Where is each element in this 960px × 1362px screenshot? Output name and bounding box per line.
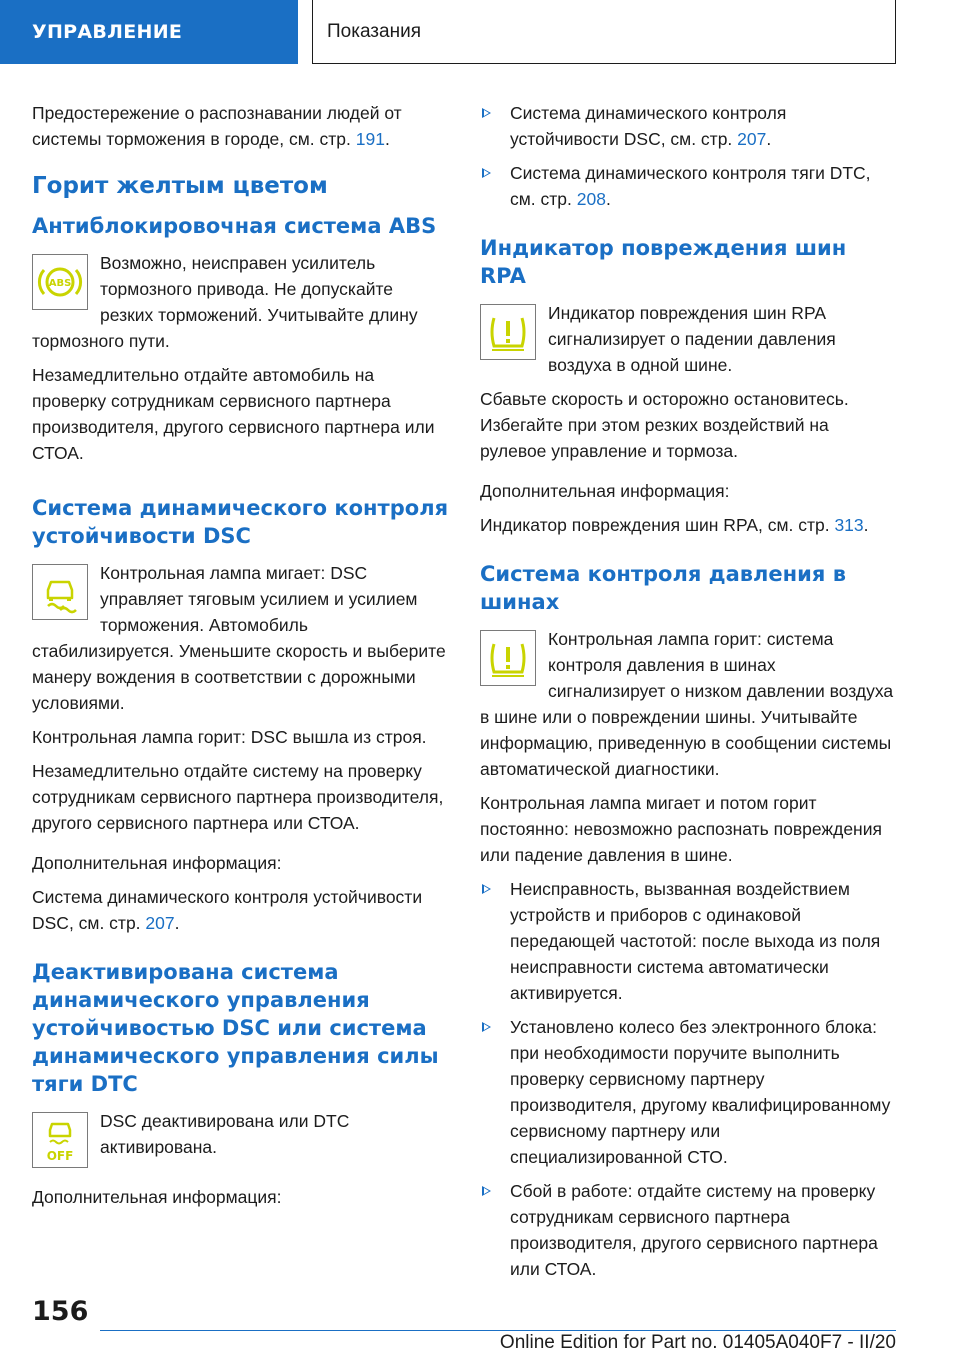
footer-divider bbox=[100, 1330, 896, 1331]
bullet-triangle-icon bbox=[482, 108, 491, 118]
dsc-off-icon bbox=[32, 1112, 88, 1168]
tpm-text-2: Контрольная лампа мигает и потом горит постоянно: невозможно распознать повреждения или падение давления в шине. bbox=[480, 793, 882, 865]
bullet-triangle-icon bbox=[482, 884, 491, 894]
rpa-text-2: Сбавьте скорость и осторожно остановитесь. Избегайте при этом резких воздействий на рулевое управление и тормоза. bbox=[480, 389, 849, 461]
page-link[interactable]: 207 bbox=[737, 129, 767, 149]
page-link[interactable]: 207 bbox=[145, 913, 175, 933]
list-item: Установлено колесо без электронного блока: при необходимости поручите выполнить проверку сервисному партнеру производителя, другому квалифицированному сервисному партнеру или специализированной СТО. bbox=[480, 1014, 896, 1170]
rpa-more-label: Дополнительная информация: bbox=[480, 481, 730, 501]
bullet-triangle-icon bbox=[482, 1022, 491, 1032]
list-item: Система динамического контроля тяги DTC, см. стр. 208. bbox=[480, 160, 896, 212]
tpm-text-1: Контрольная лампа горит: система контроля давления в шинах сигнализирует о низком давлении воздуха в шине или о повреждении шины. Учитывайте информацию, приведенную в сообщении системы автоматической диагностики. bbox=[480, 629, 894, 779]
heading-yellow: Горит желтым цветом bbox=[32, 173, 328, 199]
list-item: Система динамического контроля устойчивости DSC, см. стр. 207. bbox=[480, 100, 896, 152]
dsc-ref: Система динамического контроля устойчивости DSC, см. стр. 207. bbox=[32, 887, 423, 933]
heading-tpm: Система контроля давления в шинах bbox=[480, 562, 846, 614]
page-link[interactable]: 208 bbox=[576, 189, 606, 209]
svg-text:ABS: ABS bbox=[48, 278, 72, 289]
right-column bbox=[480, 100, 896, 1290]
dsc-text-1: Контрольная лампа мигает: DSC управляет тяговым усилием и усилием торможения. Автомобиль стабилизируется. Уменьшите скорость и выберите манеру вождения в соответствии с дорожными условиями. bbox=[32, 563, 446, 713]
dsc-warning-icon bbox=[32, 564, 88, 620]
heading-rpa: Индикатор повреждения шин RPA bbox=[480, 236, 847, 288]
heading-abs: Антиблокировочная система ABS bbox=[32, 214, 437, 238]
dsc-more-label: Дополнительная информация: bbox=[32, 853, 282, 873]
intro-text: Предостережение о распознавании людей от системы торможения в городе, см. стр. 191. bbox=[32, 103, 402, 149]
left-column bbox=[32, 100, 450, 1218]
tire-warning-icon bbox=[480, 304, 536, 360]
dsc-text-2: Контрольная лампа горит: DSC вышла из строя. bbox=[32, 727, 427, 747]
dsc-text-3: Незамедлительно отдайте систему на проверку сотрудникам сервисного партнера производителя, другого сервисного партнера или СТОА. bbox=[32, 761, 444, 833]
header-section: УПРАВЛЕНИЕ bbox=[0, 0, 298, 64]
svg-text:OFF: OFF bbox=[46, 1149, 74, 1163]
list-item: Неисправность, вызванная воздействием устройств и приборов с одинаковой передающей частотой: после выхода из поля неисправности система автоматически активируется. bbox=[480, 876, 896, 1006]
page-link[interactable]: 191 bbox=[355, 129, 385, 149]
rpa-text-1: Индикатор повреждения шин RPA сигнализирует о падении давления воздуха в одной шине. bbox=[548, 303, 836, 375]
page-link[interactable]: 313 bbox=[834, 515, 864, 535]
rpa-ref: Индикатор повреждения шин RPA, см. стр. 313. bbox=[480, 515, 869, 535]
abs-warning-icon bbox=[32, 254, 88, 310]
list-item: Сбой в работе: отдайте систему на проверку сотрудникам сервисного партнера производителя, другого сервисного партнера или СТОА. bbox=[480, 1178, 896, 1282]
tire-pressure-icon bbox=[480, 630, 536, 686]
heading-dsc-off: Деактивирована система динамического управления устойчивостью DSC или система динамического управления силы тяги DTC bbox=[32, 960, 439, 1096]
bullet-triangle-icon bbox=[482, 168, 491, 178]
abs-text-1: Возможно, неисправен усилитель тормозного привода. Не допускайте резких торможений. Учитывайте длину тормозного пути. bbox=[32, 253, 418, 351]
abs-text-2: Незамедлительно отдайте автомобиль на проверку сотрудникам сервисного партнера производителя, другого сервисного партнера или СТОА. bbox=[32, 365, 435, 463]
page-number: 156 bbox=[32, 1296, 89, 1327]
header-subsection: Показания bbox=[312, 0, 896, 64]
dsc-off-text: DSC деактивирована или DTC активирована. bbox=[100, 1111, 350, 1157]
dsc-off-more-label: Дополнительная информация: bbox=[32, 1187, 282, 1207]
bullet-triangle-icon bbox=[482, 1186, 491, 1196]
heading-dsc: Система динамического контроля устойчивости DSC bbox=[32, 496, 449, 548]
footer-edition: Online Edition for Part no. 01405A040F7 - II/20 bbox=[499, 1332, 896, 1353]
